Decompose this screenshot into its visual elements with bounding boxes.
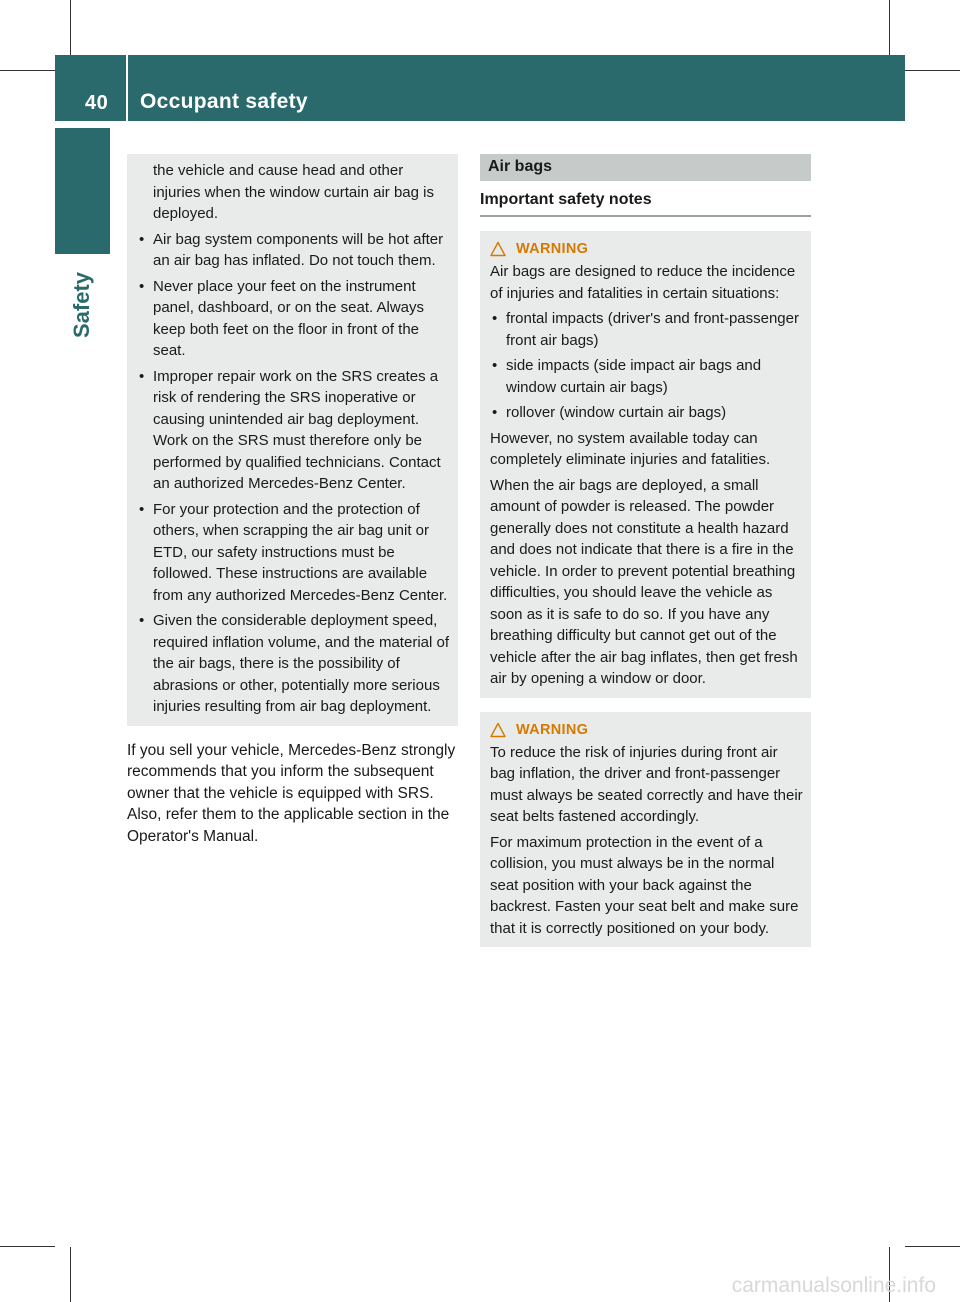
note-bullet-list xyxy=(137,229,450,718)
crop-mark xyxy=(905,1246,960,1247)
page-number: 40 xyxy=(85,92,109,114)
warning-paragraph: When the air bags are deployed, a small amount of powder is released. The powder generally does not constitute a health hazard and does not indicate that there is a fire in the vehicle. In order to prevent potential breathing difficulties, you should leave the vehicle as soon as it is safe to do so. If you have any breathing difficulty but cannot get out of the vehicle after the air bag inflates, then get fresh air by opening a window or door. xyxy=(490,476,798,687)
right-column xyxy=(480,154,811,947)
warning-header xyxy=(490,237,803,261)
warning-box xyxy=(480,712,811,948)
list-item: • Improper repair work on the SRS creates a risk of rendering the SRS inoperative or causing unintended air bag deployment. Work on the SRS must therefore only be performed by qualified technicians. Contact an authorized Mercedes-Benz Center. xyxy=(137,366,450,495)
crop-mark xyxy=(905,70,960,71)
watermark: carmanualsonline.info xyxy=(731,1274,936,1297)
note-lead: the vehicle and cause head and other injuries when the window curtain air bag is deployed. xyxy=(153,162,434,222)
list-item: • frontal impacts (driver's and front-passenger front air bags) xyxy=(490,308,803,351)
list-item: • Never place your feet on the instrument panel, dashboard, or on the seat. Always keep both feet on the floor in front of the seat. xyxy=(137,276,450,362)
header-divider xyxy=(126,55,128,121)
list-item: • rollover (window curtain air bags) xyxy=(490,402,803,424)
crop-mark xyxy=(0,1246,55,1247)
list-item: • side impacts (side impact air bags and window curtain air bags) xyxy=(490,355,803,398)
note-box-continued xyxy=(127,154,458,726)
body-paragraph: If you sell your vehicle, Mercedes-Benz strongly recommends that you inform the subsequent owner that the vehicle is equipped with SRS. Also, refer them to the applicable section in the Operator's Manual. xyxy=(127,741,456,845)
warning-paragraph: For maximum protection in the event of a collision, you must always be in the normal seat position with your back against the backrest. Fasten your seat belt and make sure that it is correctly positioned on your body. xyxy=(490,833,799,937)
crop-mark xyxy=(0,70,55,71)
list-item: • Air bag system components will be hot after an air bag has inflated. Do not touch them. xyxy=(137,229,450,272)
warning-intro: Air bags are designed to reduce the incidence of injuries and fatalities in certain situations: xyxy=(490,263,796,302)
list-item: • For your protection and the protection of others, when scrapping the air bag unit or ETD, our safety instructions must be followed. These instructions are available from any authorized Mercedes-Benz Center. xyxy=(137,499,450,607)
warning-paragraph: However, no system available today can completely eliminate injuries and fatalities. xyxy=(490,429,771,468)
warning-label: WARNING xyxy=(516,241,589,257)
warning-triangle-icon xyxy=(490,241,506,257)
side-tab-block xyxy=(55,128,110,254)
warning-paragraph: To reduce the risk of injuries during front air bag inflation, the driver and front-passenger must always be seated correctly and have their seat belts fastened accordingly. xyxy=(490,743,803,825)
crop-mark xyxy=(889,0,890,55)
left-column xyxy=(127,154,458,863)
page-title: Occupant safety xyxy=(140,90,308,113)
warning-header xyxy=(490,718,803,742)
section-heading: Air bags xyxy=(480,154,811,181)
warning-label: WARNING xyxy=(516,721,589,738)
side-tab-label: Safety xyxy=(69,271,94,339)
crop-mark xyxy=(70,0,71,55)
crop-mark xyxy=(70,1247,71,1302)
subheading: Important safety notes xyxy=(480,191,811,217)
warning-box xyxy=(480,231,811,698)
warning-bullet-list xyxy=(490,308,803,424)
warning-triangle-icon xyxy=(490,722,506,738)
list-item: • Given the considerable deployment speed, required inflation volume, and the material of the air bags, there is the possibility of abrasions or other, potentially more serious injuries resulting from air bag deployment. xyxy=(137,610,450,718)
